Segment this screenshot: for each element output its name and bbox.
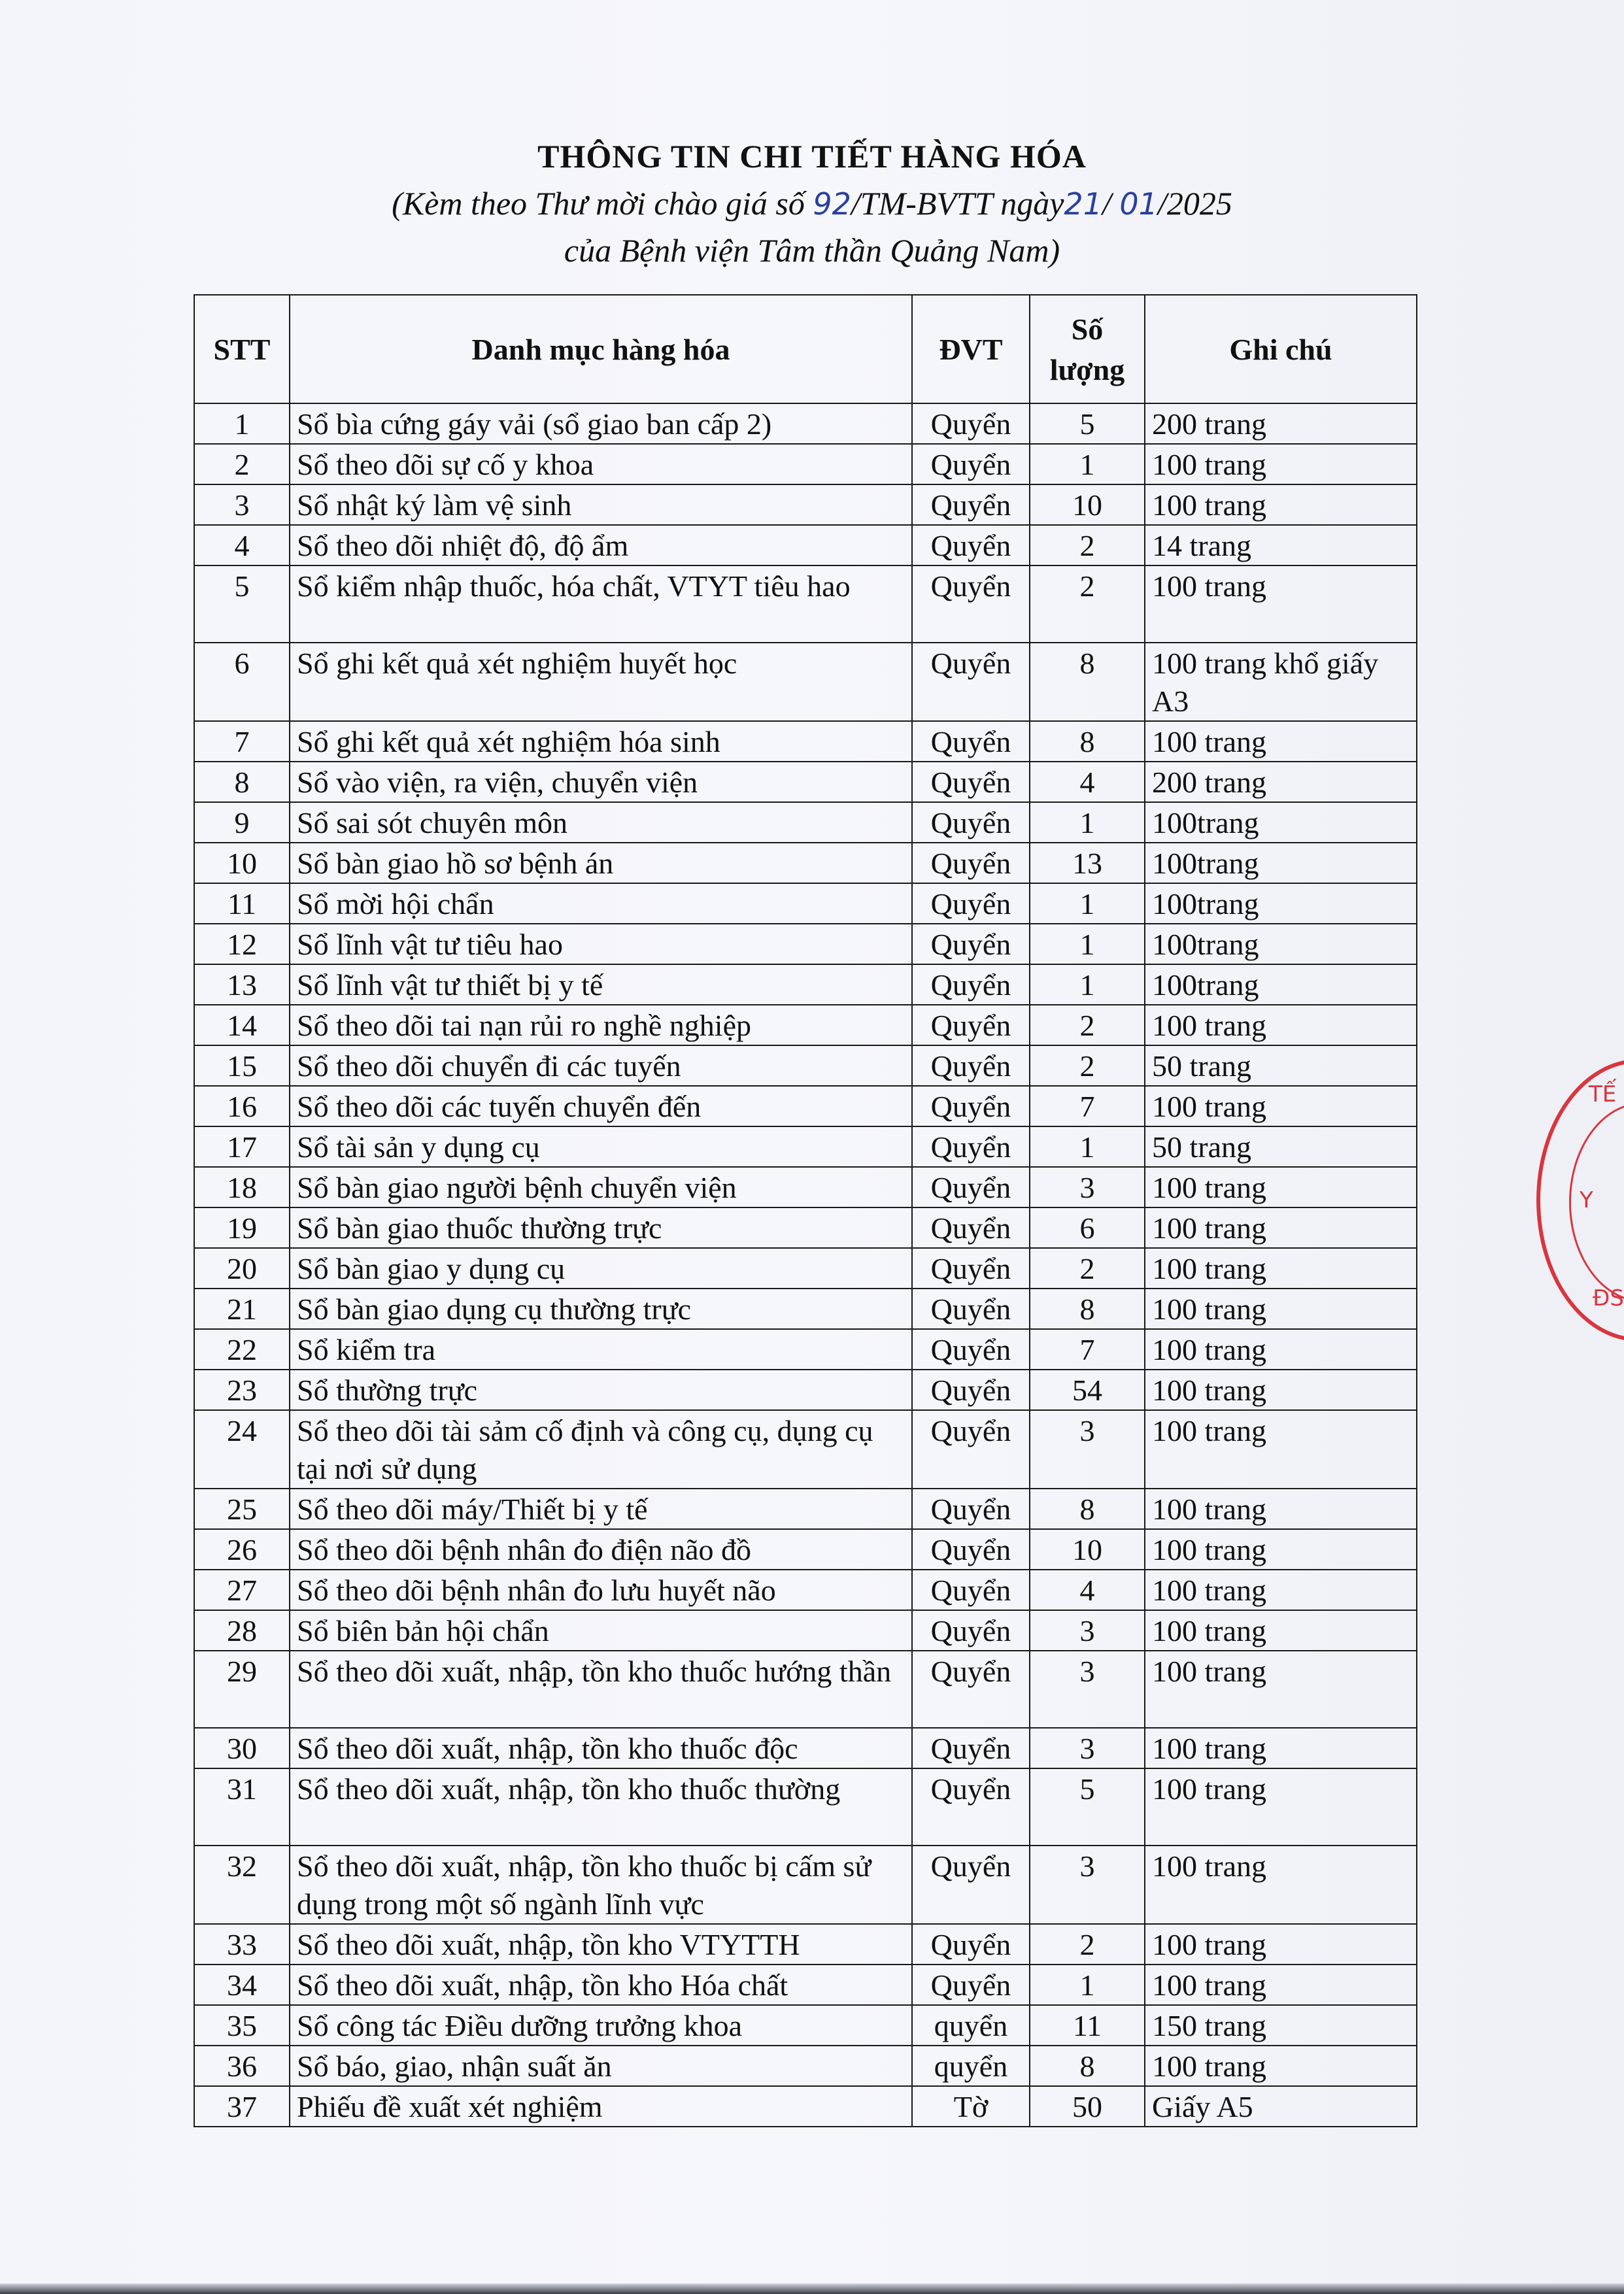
cell-qty: 11 [1030, 2005, 1145, 2046]
cell-name: Sổ theo dõi chuyển đi các tuyến [290, 1045, 912, 1086]
cell-note: 100 trang [1145, 1167, 1417, 1207]
cell-unit: Quyển [912, 1924, 1030, 1965]
cell-qty: 5 [1030, 1768, 1145, 1846]
cell-unit: Quyển [912, 1610, 1030, 1651]
cell-unit: Quyển [912, 1248, 1030, 1289]
cell-note: 100 trang [1145, 444, 1417, 484]
header-qty [1030, 295, 1145, 403]
cell-note: 100 trang [1145, 1289, 1417, 1329]
cell-unit: Quyển [912, 1045, 1030, 1086]
cell-name: Sổ theo dõi nhiệt độ, độ ẩm [290, 525, 912, 565]
cell-qty: 13 [1030, 843, 1145, 883]
cell-name: Sổ theo dõi sự cố y khoa [290, 444, 912, 484]
table-row [194, 1965, 1417, 2005]
cell-stt: 12 [194, 924, 290, 964]
cell-note: 100 trang [1145, 1207, 1417, 1248]
table-row [194, 1045, 1417, 1086]
cell-note: 100trang [1145, 924, 1417, 964]
cell-unit: Quyển [912, 1846, 1030, 1924]
table-header-row [194, 295, 1417, 403]
cell-unit: Quyển [912, 1167, 1030, 1207]
cell-qty: 8 [1030, 721, 1145, 762]
cell-unit: Quyển [912, 1651, 1030, 1728]
cell-unit: Quyển [912, 1965, 1030, 2005]
table-row [194, 2086, 1417, 2127]
cell-note: 100 trang [1145, 1086, 1417, 1126]
header-qty-line1: Số [1071, 312, 1104, 346]
cell-stt: 2 [194, 444, 290, 484]
cell-name: Sổ biên bản hội chẩn [290, 1610, 912, 1651]
table-row [194, 1924, 1417, 1965]
cell-stt: 5 [194, 565, 290, 643]
cell-note: 100 trang [1145, 1329, 1417, 1370]
goods-table [194, 294, 1417, 2127]
cell-stt: 37 [194, 2086, 290, 2127]
table-row [194, 484, 1417, 525]
cell-unit: Quyển [912, 444, 1030, 484]
cell-qty: 1 [1030, 444, 1145, 484]
table-row [194, 1651, 1417, 1728]
handwritten-letter-number: 92 [813, 186, 851, 222]
cell-note: 100 trang [1145, 1370, 1417, 1410]
cell-name: Sổ theo dõi máy/Thiết bị y tế [290, 1489, 912, 1529]
cell-stt: 24 [194, 1410, 290, 1489]
table-row [194, 403, 1417, 444]
cell-unit: Quyển [912, 843, 1030, 883]
cell-qty: 6 [1030, 1207, 1145, 1248]
cell-name: Sổ theo dõi xuất, nhập, tồn kho thuốc thường [290, 1768, 912, 1846]
table-row [194, 1207, 1417, 1248]
cell-stt: 29 [194, 1651, 290, 1728]
cell-name: Sổ theo dõi xuất, nhập, tồn kho Hóa chất [290, 1965, 912, 2005]
cell-name: Sổ bàn giao dụng cụ thường trực [290, 1289, 912, 1329]
cell-name: Sổ theo dõi tài sảm cố định và công cụ, dụng cụ tại nơi sử dụng [290, 1410, 912, 1489]
cell-stt: 32 [194, 1846, 290, 1924]
cell-stt: 30 [194, 1728, 290, 1768]
document-issuer: của Bệnh viện Tâm thần Quảng Nam) [564, 232, 1060, 269]
table-row [194, 1329, 1417, 1370]
table-row [194, 1370, 1417, 1410]
cell-name: Sổ bìa cứng gáy vải (sổ giao ban cấp 2) [290, 403, 912, 444]
cell-name: Sổ mời hội chẩn [290, 883, 912, 924]
cell-note: 100 trang [1145, 1005, 1417, 1045]
cell-note: 100 trang [1145, 1248, 1417, 1289]
cell-name: Sổ bàn giao hồ sơ bệnh án [290, 843, 912, 883]
cell-note: 100trang [1145, 843, 1417, 883]
table-row [194, 2005, 1417, 2046]
cell-name: Sổ theo dõi các tuyến chuyển đến [290, 1086, 912, 1126]
header-unit: ĐVT [912, 295, 1030, 403]
table-row [194, 525, 1417, 565]
cell-name: Sổ theo dõi tai nạn rủi ro nghề nghiệp [290, 1005, 912, 1045]
scan-bottom-edge [0, 2284, 1624, 2294]
table-row [194, 762, 1417, 802]
cell-qty: 10 [1030, 1529, 1145, 1570]
cell-unit: Quyển [912, 525, 1030, 565]
table-row [194, 1570, 1417, 1610]
cell-note: 100trang [1145, 883, 1417, 924]
subtitle-prefix: (Kèm theo Thư mời chào giá số [392, 185, 813, 222]
table-row [194, 1126, 1417, 1167]
cell-qty: 10 [1030, 484, 1145, 525]
cell-qty: 1 [1030, 883, 1145, 924]
cell-name: Sổ sai sót chuyên môn [290, 802, 912, 843]
cell-qty: 1 [1030, 924, 1145, 964]
cell-note: 100 trang [1145, 1570, 1417, 1610]
cell-unit: Quyển [912, 1489, 1030, 1529]
cell-unit: quyển [912, 2046, 1030, 2086]
cell-qty: 2 [1030, 525, 1145, 565]
cell-stt: 16 [194, 1086, 290, 1126]
cell-qty: 3 [1030, 1651, 1145, 1728]
cell-stt: 27 [194, 1570, 290, 1610]
cell-unit: Tờ [912, 2086, 1030, 2127]
cell-qty: 2 [1030, 565, 1145, 643]
table-row [194, 1086, 1417, 1126]
table-row [194, 444, 1417, 484]
cell-stt: 4 [194, 525, 290, 565]
cell-note: 100 trang [1145, 1965, 1417, 2005]
table-row [194, 1167, 1417, 1207]
cell-note: 14 trang [1145, 525, 1417, 565]
handwritten-month: 01 [1119, 186, 1158, 222]
cell-name: Sổ lĩnh vật tư thiết bị y tế [290, 964, 912, 1005]
cell-stt: 1 [194, 403, 290, 444]
cell-stt: 25 [194, 1489, 290, 1529]
header-qty-line2: lượng [1049, 353, 1125, 386]
seal-text-bottom: ĐS [1593, 1285, 1624, 1311]
cell-stt: 3 [194, 484, 290, 525]
cell-stt: 10 [194, 843, 290, 883]
header-name: Danh mục hàng hóa [290, 295, 912, 403]
cell-name: Sổ theo dõi bệnh nhân đo điện não đồ [290, 1529, 912, 1570]
cell-unit: Quyển [912, 403, 1030, 444]
cell-name: Sổ thường trực [290, 1370, 912, 1410]
cell-unit: Quyển [912, 924, 1030, 964]
cell-stt: 33 [194, 1924, 290, 1965]
seal-inner-ring [1569, 1102, 1624, 1302]
subtitle-mid: /TM-BVTT ngày [851, 185, 1064, 222]
cell-note: 100trang [1145, 964, 1417, 1005]
cell-qty: 3 [1030, 1846, 1145, 1924]
cell-stt: 34 [194, 1965, 290, 2005]
cell-unit: Quyển [912, 1289, 1030, 1329]
seal-text-top: TẾ [1589, 1081, 1617, 1107]
cell-name: Sổ bàn giao y dụng cụ [290, 1248, 912, 1289]
table-row [194, 1005, 1417, 1045]
cell-qty: 2 [1030, 1005, 1145, 1045]
cell-note: 100 trang [1145, 1489, 1417, 1529]
cell-unit: Quyển [912, 964, 1030, 1005]
cell-stt: 20 [194, 1248, 290, 1289]
cell-stt: 31 [194, 1768, 290, 1846]
cell-unit: Quyển [912, 1529, 1030, 1570]
cell-unit: Quyển [912, 762, 1030, 802]
cell-note: 100 trang khổ giấy A3 [1145, 643, 1417, 721]
cell-note: 200 trang [1145, 762, 1417, 802]
cell-note: 100 trang [1145, 565, 1417, 643]
table-row [194, 1728, 1417, 1768]
cell-unit: Quyển [912, 1768, 1030, 1846]
cell-note: 100 trang [1145, 1924, 1417, 1965]
handwritten-day: 21 [1064, 186, 1102, 222]
cell-name: Sổ công tác Điều dưỡng trưởng khoa [290, 2005, 912, 2046]
cell-stt: 36 [194, 2046, 290, 2086]
cell-stt: 28 [194, 1610, 290, 1651]
cell-unit: Quyển [912, 565, 1030, 643]
table-row [194, 883, 1417, 924]
cell-note: 100 trang [1145, 1846, 1417, 1924]
table-row [194, 802, 1417, 843]
cell-note: 100 trang [1145, 484, 1417, 525]
cell-note: 100 trang [1145, 1410, 1417, 1489]
cell-qty: 8 [1030, 1489, 1145, 1529]
cell-stt: 18 [194, 1167, 290, 1207]
cell-name: Sổ ghi kết quả xét nghiệm hóa sinh [290, 721, 912, 762]
date-separator: / [1102, 185, 1120, 222]
cell-note: 100trang [1145, 802, 1417, 843]
cell-unit: Quyển [912, 1410, 1030, 1489]
year-suffix: /2025 [1157, 185, 1232, 222]
cell-name: Sổ theo dõi bệnh nhân đo lưu huyết não [290, 1570, 912, 1610]
cell-qty: 7 [1030, 1086, 1145, 1126]
cell-name: Sổ bàn giao người bệnh chuyển viện [290, 1167, 912, 1207]
cell-name: Sổ báo, giao, nhận suất ăn [290, 2046, 912, 2086]
table-row [194, 2046, 1417, 2086]
cell-qty: 8 [1030, 643, 1145, 721]
cell-stt: 6 [194, 643, 290, 721]
cell-qty: 1 [1030, 964, 1145, 1005]
header-stt: STT [194, 295, 290, 403]
cell-qty: 54 [1030, 1370, 1145, 1410]
cell-note: 50 trang [1145, 1045, 1417, 1086]
cell-stt: 14 [194, 1005, 290, 1045]
cell-qty: 50 [1030, 2086, 1145, 2127]
cell-unit: Quyển [912, 1329, 1030, 1370]
cell-qty: 4 [1030, 1570, 1145, 1610]
cell-stt: 9 [194, 802, 290, 843]
table-row [194, 1610, 1417, 1651]
cell-name: Sổ theo dõi xuất, nhập, tồn kho thuốc bị cấm sử dụng trong một số ngành lĩnh vực [290, 1846, 912, 1924]
cell-unit: Quyển [912, 1086, 1030, 1126]
document-title: THÔNG TIN CHI TIẾT HÀNG HÓA [537, 138, 1087, 175]
cell-stt: 8 [194, 762, 290, 802]
cell-stt: 23 [194, 1370, 290, 1410]
cell-qty: 7 [1030, 1329, 1145, 1370]
table-row [194, 643, 1417, 721]
cell-qty: 4 [1030, 762, 1145, 802]
table-body [194, 403, 1417, 2127]
cell-qty: 3 [1030, 1167, 1145, 1207]
cell-qty: 3 [1030, 1410, 1145, 1489]
cell-name: Sổ theo dõi xuất, nhập, tồn kho VTYTTH [290, 1924, 912, 1965]
cell-note: 100 trang [1145, 1728, 1417, 1768]
cell-qty: 1 [1030, 802, 1145, 843]
cell-qty: 3 [1030, 1610, 1145, 1651]
cell-name: Sổ tài sản y dụng cụ [290, 1126, 912, 1167]
cell-stt: 26 [194, 1529, 290, 1570]
cell-name: Sổ nhật ký làm vệ sinh [290, 484, 912, 525]
cell-qty: 1 [1030, 1965, 1145, 2005]
cell-note: 150 trang [1145, 2005, 1417, 2046]
header-note: Ghi chú [1145, 295, 1417, 403]
cell-stt: 35 [194, 2005, 290, 2046]
cell-unit: Quyển [912, 883, 1030, 924]
cell-unit: Quyển [912, 1126, 1030, 1167]
cell-stt: 11 [194, 883, 290, 924]
cell-qty: 3 [1030, 1728, 1145, 1768]
cell-unit: Quyển [912, 1570, 1030, 1610]
cell-qty: 5 [1030, 403, 1145, 444]
cell-stt: 17 [194, 1126, 290, 1167]
table-row [194, 843, 1417, 883]
cell-qty: 2 [1030, 1045, 1145, 1086]
table-row [194, 1768, 1417, 1846]
cell-note: 100 trang [1145, 721, 1417, 762]
document-subtitle [0, 184, 1624, 222]
table-row [194, 1489, 1417, 1529]
cell-note: 100 trang [1145, 1610, 1417, 1651]
table-row [194, 924, 1417, 964]
cell-note: 100 trang [1145, 1651, 1417, 1728]
cell-note: 100 trang [1145, 1529, 1417, 1570]
cell-unit: Quyển [912, 721, 1030, 762]
cell-name: Sổ bàn giao thuốc thường trực [290, 1207, 912, 1248]
table-row [194, 721, 1417, 762]
cell-name: Sổ theo dõi xuất, nhập, tồn kho thuốc độc [290, 1728, 912, 1768]
cell-stt: 7 [194, 721, 290, 762]
cell-unit: Quyển [912, 643, 1030, 721]
cell-qty: 8 [1030, 1289, 1145, 1329]
cell-name: Sổ kiểm nhập thuốc, hóa chất, VTYT tiêu hao [290, 565, 912, 643]
cell-qty: 2 [1030, 1924, 1145, 1965]
cell-qty: 8 [1030, 2046, 1145, 2086]
table-row [194, 1289, 1417, 1329]
table-row [194, 1410, 1417, 1489]
cell-name: Sổ kiểm tra [290, 1329, 912, 1370]
table-row [194, 1248, 1417, 1289]
cell-note: 100 trang [1145, 2046, 1417, 2086]
table-row [194, 565, 1417, 643]
cell-unit: Quyển [912, 484, 1030, 525]
table-row [194, 1529, 1417, 1570]
cell-stt: 22 [194, 1329, 290, 1370]
cell-name: Sổ lĩnh vật tư tiêu hao [290, 924, 912, 964]
cell-note: 200 trang [1145, 403, 1417, 444]
cell-name: Sổ theo dõi xuất, nhập, tồn kho thuốc hướng thần [290, 1651, 912, 1728]
table-row [194, 964, 1417, 1005]
cell-qty: 2 [1030, 1248, 1145, 1289]
cell-name: Sổ ghi kết quả xét nghiệm huyết học [290, 643, 912, 721]
cell-name: Sổ vào viện, ra viện, chuyển viện [290, 762, 912, 802]
seal-text-middle: Y [1580, 1187, 1593, 1213]
cell-unit: Quyển [912, 1207, 1030, 1248]
cell-stt: 15 [194, 1045, 290, 1086]
cell-stt: 19 [194, 1207, 290, 1248]
cell-name: Phiếu đề xuất xét nghiệm [290, 2086, 912, 2127]
cell-unit: Quyển [912, 1005, 1030, 1045]
cell-note: 100 trang [1145, 1768, 1417, 1846]
cell-stt: 21 [194, 1289, 290, 1329]
cell-unit: Quyển [912, 802, 1030, 843]
cell-note: 50 trang [1145, 1126, 1417, 1167]
cell-unit: Quyển [912, 1370, 1030, 1410]
cell-unit: quyển [912, 2005, 1030, 2046]
cell-qty: 1 [1030, 1126, 1145, 1167]
cell-note: Giấy A5 [1145, 2086, 1417, 2127]
table-row [194, 1846, 1417, 1924]
cell-unit: Quyển [912, 1728, 1030, 1768]
cell-stt: 13 [194, 964, 290, 1005]
